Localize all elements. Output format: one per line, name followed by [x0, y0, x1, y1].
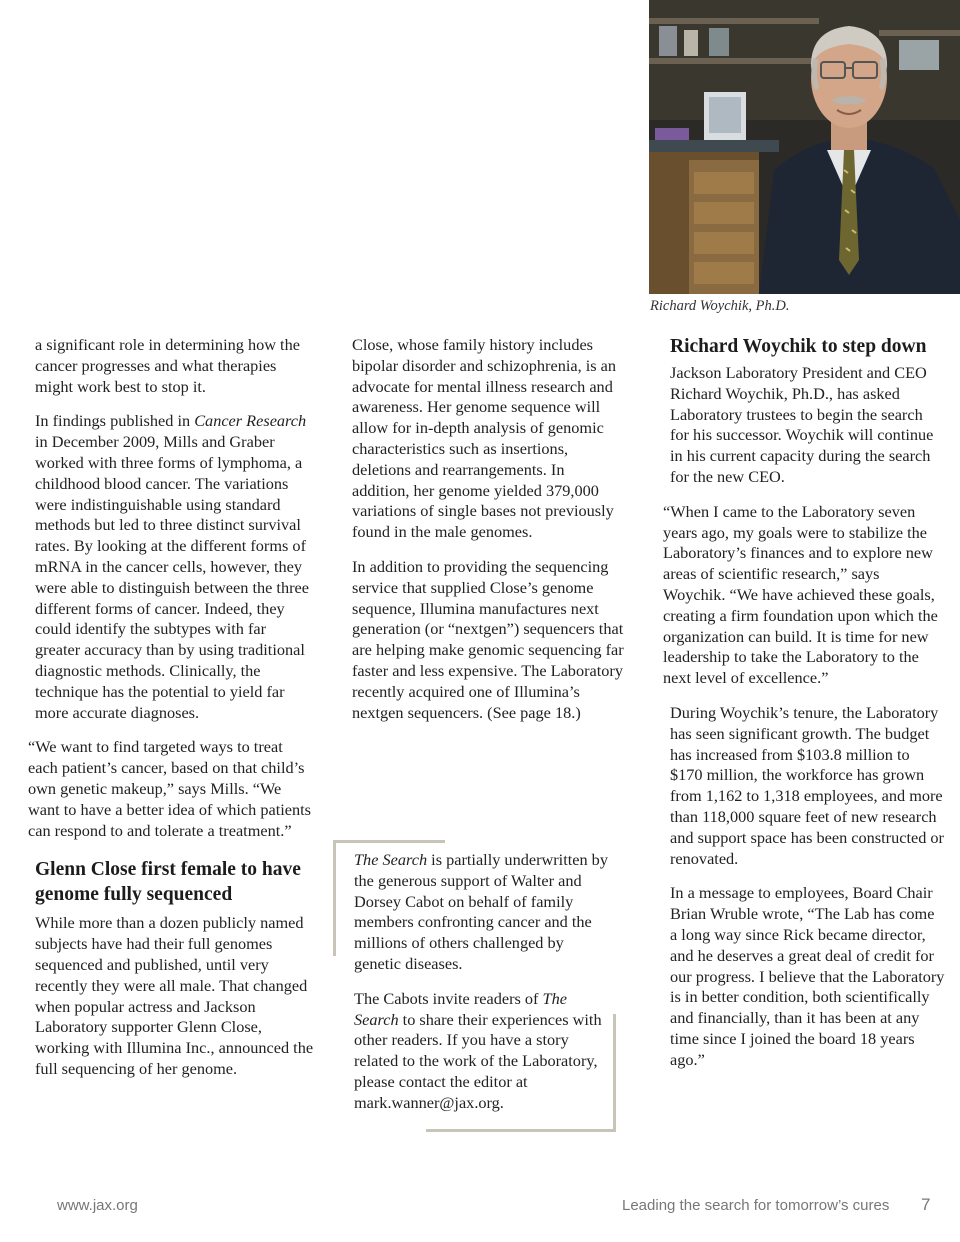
column-2-paragraph: Close, whose family history includes bipolar disorder and schizophrenia, is an advocate for mental illness research and awareness. Her genome sequence will allow for in-depth analysis of genomic characteristics such as insertions, deletions and rearrangements. In addition, her genome yielded 379,000 variations of single bases not previously found in the male genomes. [352, 335, 617, 542]
column-2-paragraph: In addition to providing the sequencing service that supplied Close’s genome sequence, Illumina manufactures next generation (or “nextgen”) sequencers that are helping make genomic sequencing far faster and less expensive. The Laboratory recently acquired one of Illumina’s nextgen sequencers. (See page 18.) [352, 556, 624, 722]
column-1-paragraph: a significant role in determining how the cancer progresses and what therapies might work best to stop it. [35, 335, 300, 396]
column-3-paragraph: During Woychik’s tenure, the Laboratory has seen significant growth. The budget has increased from $103.8 million to $170 million, the workforce has grown from 1,162 to 1,318 employees, and more than 118,000 square feet of new research and support space has been constructed or renovated. [670, 702, 944, 868]
page-number: 7 [921, 1195, 931, 1214]
sponsor-note-paragraph: The Search is partially underwritten by the generous support of Walter and Dorsey Cabot on behalf of family members confronting cancer and the millions of others challenged by genetic diseases. [354, 850, 608, 973]
column-1-paragraph: In findings published in Cancer Research in December 2009, Mills and Graber worked with three forms of lymphoma, a childhood blood cancer. The variations were indistinguishable using standard methods but led to three distinct survival rates. By looking at the different forms of mRNA in the cancer cells, however, they were able to distinguish between the three different forms of cancer. Indeed, they could identify the subtypes with far greater accuracy than by using traditional diagnostic methods. Clinically, the technique has the potential to yield far more accurate diagnoses. [35, 411, 309, 722]
column-1-quote: “We want to find targeted ways to treat each patient’s cancer, based on that child’s own genetic makeup,” says Mills. “We want to have a better idea of which patients can respond to and tolerate a treatment.” [28, 737, 312, 840]
photo-caption: Richard Woychik, Ph.D. [650, 298, 790, 314]
column-3-quote: “When I came to the Laboratory seven years ago, my goals were to stabilize the Laboratory’s finances and to explore new areas of scientific research,” says Woychik. “We have achieved these goals, creating a firm foundation upon which the organization can build. It is time for new leadership to take the Laboratory to the next level of excellence.” [663, 501, 938, 688]
portrait-photo [649, 0, 960, 294]
section-heading: Glenn Close first female to have genome fully sequenced [35, 859, 301, 906]
footer-tagline: Leading the search for tomorrow’s cures [622, 1197, 890, 1214]
column-3-paragraph: Jackson Laboratory President and CEO Richard Woychik, Ph.D., has asked Laboratory trustees to begin the search for his successor. Woychik will continue in his current capacity during the search for the new CEO. [670, 363, 934, 486]
sponsor-note-box [333, 840, 616, 1132]
column-3 [663, 335, 945, 1085]
sponsor-note-text [354, 850, 609, 1128]
column-3-paragraph: In a message to employees, Board Chair Brian Wruble wrote, “The Lab has come a long way since Rick became director, and he deserves a great deal of credit for our progress. I believe that the Laboratory is in better condition, both scientifically and financially, than it has been at any time since I joined the board 18 years ago.” [670, 883, 945, 1069]
section-heading: Richard Woychik to step down [670, 336, 927, 357]
column-1-paragraph: While more than a dozen publicly named subjects have had their full genomes sequenced and published, until very recently they were all male. That changed when popular actress and Jackson Laboratory supporter Glenn Close, working with Illumina Inc., announced the full sequencing of her genome. [35, 913, 314, 1078]
sponsor-note-paragraph: The Cabots invite readers of The Search to share their experiences with other readers. If you have a story related to the work of the Laboratory, please contact the editor at mark.wanner@jax.org. [354, 988, 602, 1112]
column-1 [28, 335, 315, 1094]
column-2 [352, 335, 624, 737]
footer-url-link[interactable]: www.jax.org [57, 1197, 138, 1214]
